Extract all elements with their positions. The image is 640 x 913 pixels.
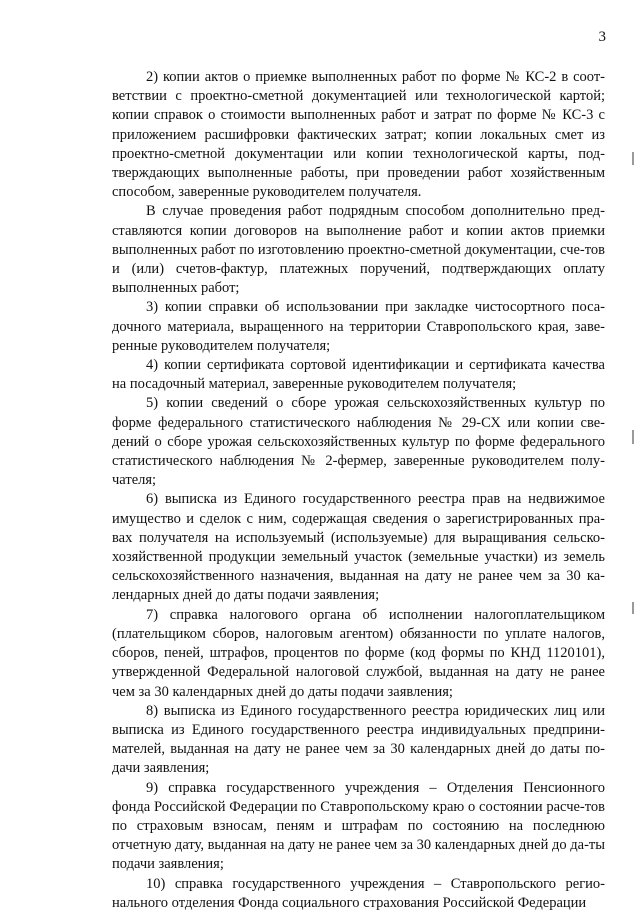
paragraph-item-10: 10) справка государственного учреждения – Ставропольского регио-нального отделения Фонда социального страхования Российской Федерации <box>112 875 605 911</box>
scan-edge-mark <box>632 602 634 614</box>
paragraph-item-4: 4) копии сертификата сортовой идентификации и сертификата качества на посадочный материал, заверенные руководителем получателя; <box>112 357 605 393</box>
scan-edge-mark <box>632 152 634 165</box>
paragraph-item-2: 2) копии актов о приемке выполненных работ по форме № КС-2 в соот-ветствии с проектно-сметной документацией или технологической картой; копии справок о стоимости выполненных работ и затрат по форме № КС-3 с приложением расшифровки фактических затрат; копии локальных смет из проектно-сметной документации или копии технологической карты, под-тверждающих выполненные работы, при проведении работ хозяйственным способом, заверенные руководителем получателя. <box>112 69 605 201</box>
paragraph-item-6: 6) выписка из Единого государственного реестра прав на недвижимое имущество и сделок с ним, содержащая сведения о зарегистрированных пра-вах получателя на используемый (используемые) для выращивания сельско-хозяйственной продукции земельный участок (земельные участки) из земель сельскохозяйственного назначения, выданная на дату не ранее чем за 30 ка-лендарных дней до даты подачи заявления; <box>112 491 605 604</box>
paragraph-item-7: 7) справка налогового органа об исполнении налогоплательщиком (плательщиком сборов, налоговым агентом) обязанности по уплате налогов, сборов, пеней, штрафов, процентов по форме (код формы по КНД 1120101), утвержденной Федеральной налоговой службой, выданная на дату не ранее чем за 30 календарных дней до даты подачи заявления; <box>112 606 605 700</box>
paragraph-item-5: 5) копии сведений о сборе урожая сельскохозяйственных культур по форме федерального статистического наблюдения № 29-СХ или копии све-дений о сборе урожая сельскохозяйственных культур по форме федерального статистического наблюдения № 2-фермер, заверенные руководителем полу-чателя; <box>112 395 605 489</box>
page-number: 3 <box>598 29 606 45</box>
paragraph-contract-method: В случае проведения работ подрядным способом дополнительно пред-ставляются копии договоров на выполнение работ и копии актов приемки выполненных работ по изготовлению проектно-сметной документации, сче-тов и (или) счетов-фактур, платежных поручений, подтверждающих оплату выполненных работ; <box>112 203 605 297</box>
paragraph-item-3: 3) копии справки об использовании при закладке чистосортного поса-дочного материала, выращенного на территории Ставропольского края, заве-ренные руководителем получателя; <box>112 299 605 354</box>
document-body <box>112 68 605 913</box>
scan-edge-mark <box>632 430 634 444</box>
paragraph-item-9: 9) справка государственного учреждения – Отделения Пенсионного фонда Российской Федерации по Ставропольскому краю о состоянии расче-тов по страховым взносам, пеням и штрафам по состоянию на последнюю отчетную дату, выданная на дату не ранее чем за 30 календарных дней до да-ты подачи заявления; <box>112 779 605 873</box>
paragraph-item-8: 8) выписка из Единого государственного реестра юридических лиц или выписка из Единого государственного реестра индивидуальных предприни-мателей, выданная на дату не ранее чем за 30 календарных дней до даты по-дачи заявления; <box>112 702 605 777</box>
